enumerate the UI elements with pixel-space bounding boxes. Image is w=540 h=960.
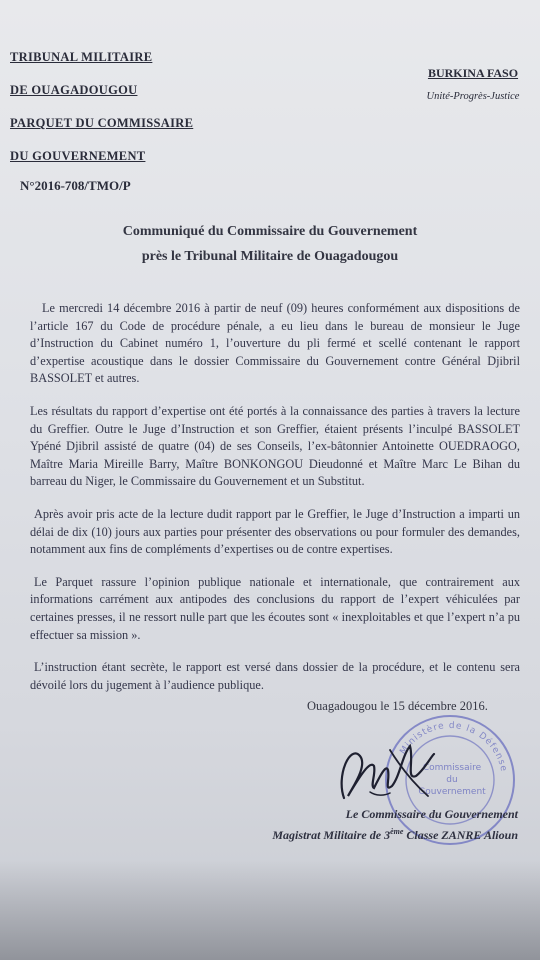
issuer-header bbox=[10, 50, 193, 182]
communique-body bbox=[30, 300, 520, 709]
document-title-line-1: Communiqué du Commissaire du Gouvernement bbox=[122, 224, 418, 239]
issuer-line-4: DU GOUVERNEMENT bbox=[10, 149, 146, 163]
issuer-line-3: PARQUET DU COMMISSAIRE bbox=[10, 116, 194, 130]
signatory-title: Le Commissaire du Gouvernement bbox=[345, 807, 518, 821]
stamp-inner-line-1: Commissaire bbox=[422, 763, 482, 773]
country-motto: Unité-Progrès-Justice bbox=[426, 91, 520, 102]
place-and-date: Ouagadougou le 15 décembre 2016. bbox=[307, 699, 488, 713]
paragraph-3: Après avoir pris acte de la lecture dudit rapport par le Greffier, le Juge d’Instruction a imparti un délai de dix (10) jours aux parties pour présenter des observations ou pour formuler des demandes, notamment aux fins de compléments d’expertises ou de contre expertises. bbox=[30, 506, 520, 557]
signatory-block bbox=[272, 805, 518, 844]
stamp-inner-line-3: Gouvernement bbox=[418, 787, 486, 797]
signatory-rank-sup: ème bbox=[390, 827, 404, 836]
paragraph-5: L’instruction étant secrète, le rapport est versé dans dossier de la procédure, et le contenu sera dévoilé lors du jugement à l’audience publique. bbox=[30, 660, 520, 692]
country-header bbox=[418, 66, 528, 102]
stamp-ring-text: Ministère de la Défense bbox=[398, 720, 509, 774]
signatory-rank bbox=[272, 823, 518, 844]
country-name: BURKINA FASO bbox=[427, 66, 519, 80]
page-shadow bbox=[0, 860, 540, 960]
reference-number: N°2016-708/TMO/P bbox=[20, 178, 131, 193]
issuer-line-1: TRIBUNAL MILITAIRE bbox=[10, 50, 153, 64]
stamp-inner-line-2: du bbox=[446, 775, 458, 785]
document-title-line-2: près le Tribunal Militaire de Ouagadougou bbox=[141, 249, 399, 264]
signatory-rank-prefix: Magistrat Militaire de 3 bbox=[272, 828, 391, 842]
paragraph-4: Le Parquet rassure l’opinion publique nationale et internationale, que contrairement aux informations carrément aux antipodes des conclusions du rapport de l’expert véhiculées par certaines presses, il ne ressort nulle part que les écoutes sont « inexploitables et que l’expert n’a pu effectuer sa mission ». bbox=[30, 574, 520, 642]
signatory-rank-suffix: Classe ZANRE Alioun bbox=[403, 828, 518, 842]
paragraph-2: Les résultats du rapport d’expertise ont été portés à la connaissance des parties à travers la lecture du Greffier. Outre le Juge d’Instruction et son Greffier, étaient présents l’inculpé BASSOLET Ypéné Djibril assisté de quatre (04) de ses Conseils, l’ex-bâtonnier Antoinette OUEDRAOGO, Maître Maria Mireille Barry, Maître BONKONGOU Dieudonné et Maître Marc Le Bihan du barreau du Niger, le Commissaire du Gouvernement et un Substitut. bbox=[30, 403, 520, 489]
handwritten-signature bbox=[330, 736, 440, 811]
paragraph-1: Le mercredi 14 décembre 2016 à partir de neuf (09) heures conformément aux dispositions de l’article 167 du Code de procédure pénale, a eu lieu dans le bureau de monsieur le Juge d’Instruction du Cabinet numéro 1, l’ouverture du pli fermé et scellé contenant le rapport d’expertise acoustique dans le dossier Commissaire du Gouvernement contre Général Djibril BASSOLET et autres. bbox=[30, 301, 520, 386]
issuer-line-2: DE OUAGADOUGOU bbox=[10, 83, 138, 97]
